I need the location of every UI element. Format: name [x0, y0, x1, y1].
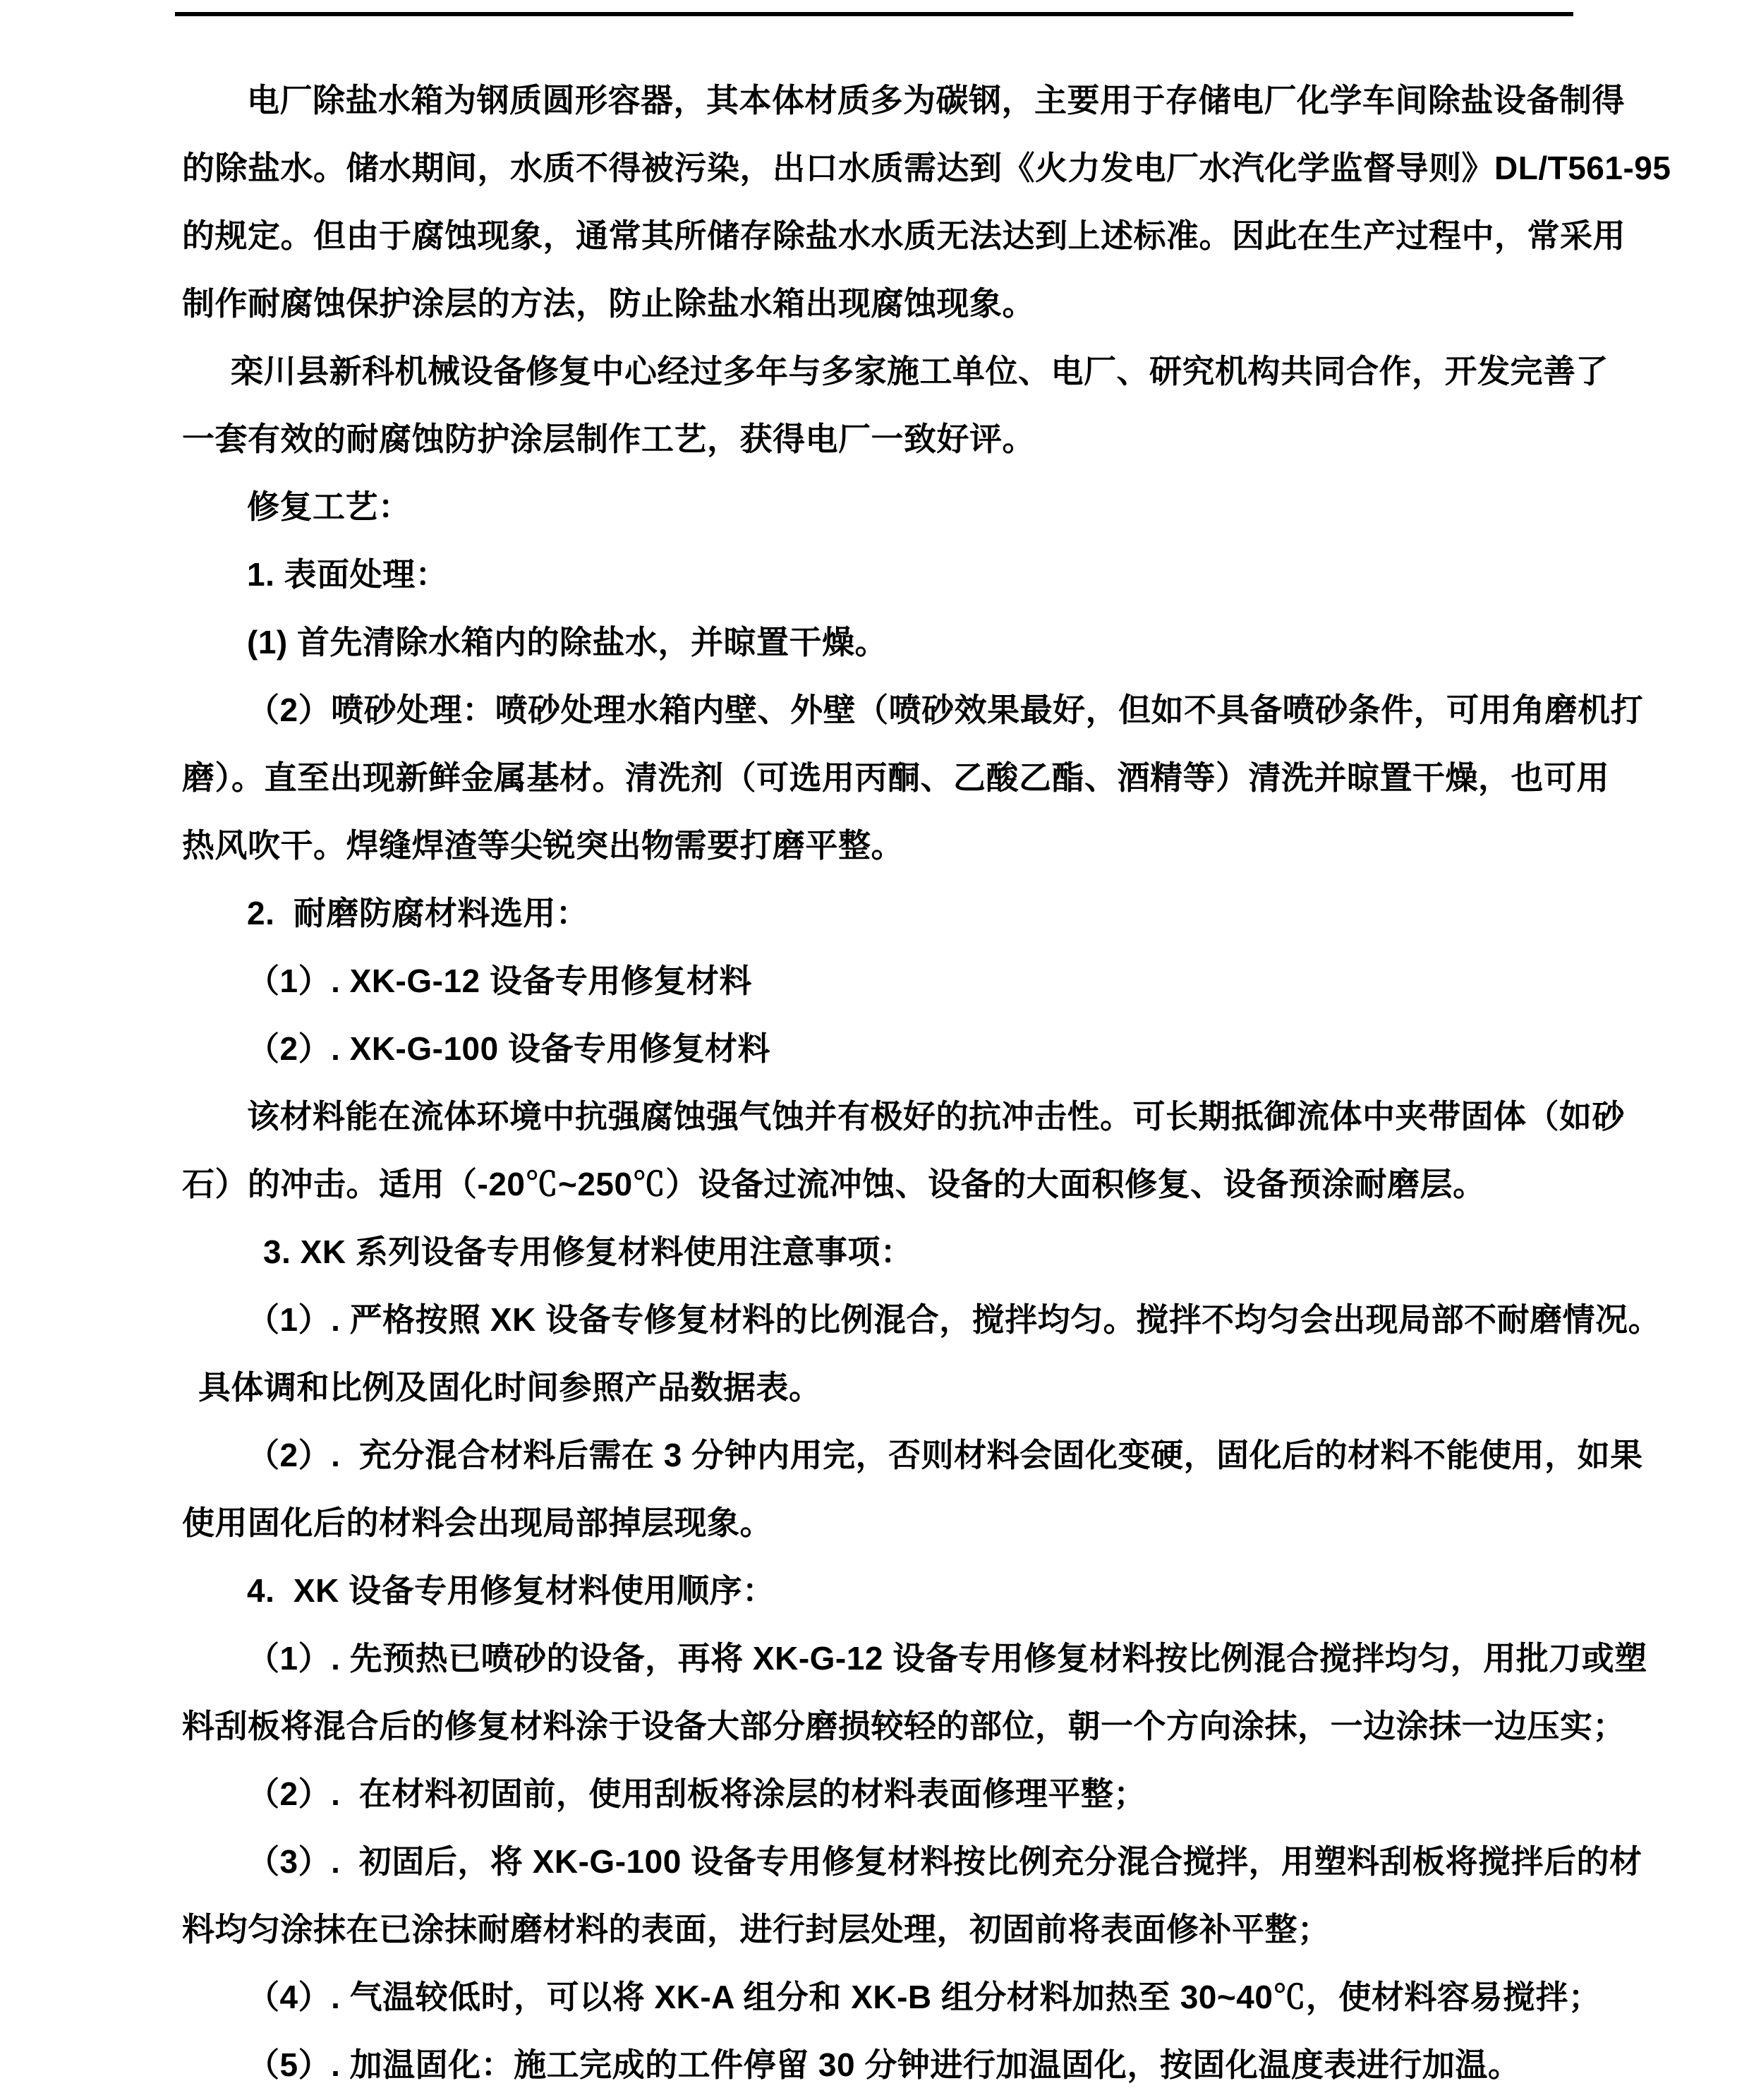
text-line: 电厂除盐水箱为钢质圆形容器，其本体材质多为碳钢，主要用于存储电厂化学车间除盐设备制得	[247, 82, 1625, 119]
text-line: 一套有效的耐腐蚀防护涂层制作工艺，获得电厂一致好评。	[182, 421, 1035, 457]
text-line: （2）. 充分混合材料后需在 3 分钟内用完，否则材料会固化变硬，固化后的材料不能使用，如果	[247, 1437, 1643, 1473]
text-line: （2）喷砂处理：喷砂处理水箱内壁、外壁（喷砂效果最好，但如不具备喷砂条件，可用角磨机打	[247, 692, 1644, 728]
text-line: （1）. XK-G-12 设备专用修复材料	[247, 962, 752, 999]
text-line: （3）. 初固后，将 XK-G-100 设备专用修复材料按比例充分混合搅拌，用塑料刮板将搅拌后的材	[247, 1843, 1642, 1880]
text-body	[182, 66, 1671, 2099]
text-line: 修复工艺：	[247, 488, 411, 525]
text-line: 使用固化后的材料会出现局部掉层现象。	[182, 1504, 773, 1541]
text-line: 1. 表面处理：	[247, 556, 449, 593]
text-line: 石）的冲击。适用（-20℃~250℃）设备过流冲蚀、设备的大面积修复、设备预涂耐磨层。	[182, 1166, 1486, 1202]
text-line: (1) 首先清除水箱内的除盐水，并晾置干燥。	[247, 624, 888, 660]
text-line: 料均匀涂抹在已涂抹耐磨材料的表面，进行封层处理，初固前将表面修补平整；	[182, 1911, 1331, 1948]
horizontal-rule	[175, 12, 1573, 16]
text-line: 热风吹干。焊缝焊渣等尖锐突出物需要打磨平整。	[182, 827, 904, 864]
text-line: （2）. 在材料初固前，使用刮板将涂层的材料表面修理平整；	[247, 1775, 1146, 1812]
text-line: （1）. 先预热已喷砂的设备，再将 XK-G-12 设备专用修复材料按比例混合搅拌均匀，用批刀或塑	[247, 1640, 1647, 1677]
text-line: 的规定。但由于腐蚀现象，通常其所储存除盐水水质无法达到上述标准。因此在生产过程中，常采用	[182, 217, 1626, 254]
text-line: （1）. 严格按照 XK 设备专修复材料的比例混合，搅拌均匀。搅拌不均匀会出现局部不耐磨情况。	[247, 1301, 1662, 1338]
text-line: 料刮板将混合后的修复材料涂于设备大部分磨损较轻的部位，朝一个方向涂抹，一边涂抹一边压实；	[182, 1708, 1626, 1744]
text-line: 制作耐腐蚀保护涂层的方法，防止除盐水箱出现腐蚀现象。	[182, 285, 1035, 322]
text-line: 的除盐水。储水期间，水质不得被污染，出口水质需达到《火力发电厂水汽化学监督导则》DL/T561-95	[182, 150, 1671, 186]
text-line: 具体调和比例及固化时间参照产品数据表。	[198, 1369, 822, 1406]
text-line: 该材料能在流体环境中抗强腐蚀强气蚀并有极好的抗冲击性。可长期抵御流体中夹带固体（如砂	[247, 1098, 1625, 1135]
text-line: 磨）。直至出现新鲜金属基材。清洗剂（可选用丙酮、乙酸乙酯、酒精等）清洗并晾置干燥，也可用	[182, 759, 1609, 796]
text-line: （2）. XK-G-100 设备专用修复材料	[247, 1030, 770, 1067]
text-line: 4. XK 设备专用修复材料使用顺序：	[247, 1572, 775, 1609]
text-line: （5）. 加温固化：施工完成的工件停留 30 分钟进行加温固化，按固化温度表进行加温。	[247, 2046, 1521, 2083]
text-line: 3. XK 系列设备专用修复材料使用注意事项：	[263, 1233, 914, 1270]
text-line: 2. 耐磨防腐材料选用：	[247, 895, 589, 931]
text-line: 栾川县新科机械设备修复中心经过多年与多家施工单位、电厂、研究机构共同合作，开发完善了	[231, 353, 1609, 390]
text-line: （4）. 气温较低时，可以将 XK-A 组分和 XK-B 组分材料加热至 30~40℃，使材料容易搅拌；	[247, 1979, 1602, 2015]
